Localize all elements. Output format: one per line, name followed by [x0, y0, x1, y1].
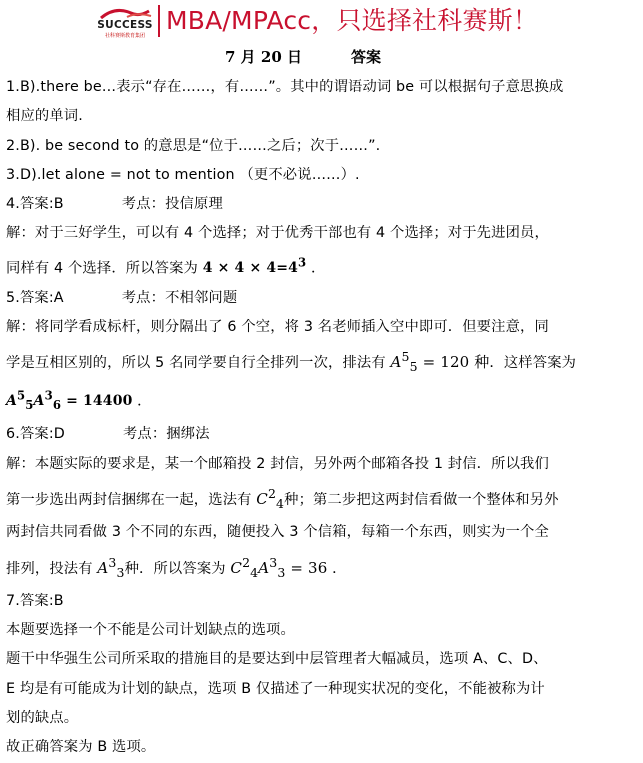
math-eq: = 36	[285, 558, 328, 577]
math-expression	[390, 349, 490, 375]
math-symbol: A	[33, 393, 45, 410]
math-sub: 4	[250, 564, 259, 580]
math-sup: 3	[269, 554, 278, 570]
text-line: 故正确答案为 B 选项。	[6, 739, 156, 756]
page-header	[0, 0, 643, 42]
text-line: E 均是有可能成为计划的缺点，选项 B 仅描述了一种现实状况的变化，不能被称为计	[6, 680, 545, 697]
logo-wordmark: SUCCESS	[97, 19, 153, 31]
math-sup: 3	[298, 255, 307, 270]
math-sub: 5	[409, 359, 418, 375]
line-text: 种；第二步把这两封信看做一个整体和另外	[284, 491, 559, 508]
answer-line	[6, 420, 636, 449]
text-line	[6, 249, 636, 284]
text-line	[6, 548, 636, 587]
line-text: ．这样答案为	[489, 355, 577, 372]
answer-body	[6, 73, 636, 763]
success-logo	[97, 8, 153, 38]
line-text: ．	[306, 260, 326, 277]
logo-subtitle: 社科赛斯教育集团	[104, 33, 145, 39]
answer-topic: 考点：投信原理	[121, 196, 223, 213]
line-text: 第一步选出两封信捆绑在一起，选法有	[6, 491, 257, 508]
math-expression	[230, 554, 328, 580]
text-line: 解：将同学看成标杆，则分隔出了 6 个空，将 3 名老师插入空中即可．但要注意，同	[6, 319, 549, 336]
answer-line: 7.答案:B	[6, 592, 64, 609]
line-text: 排列，投法有	[6, 560, 98, 577]
text-line: 3.D).let alone = not to mention （更不必说……）.	[6, 166, 360, 183]
math-sup: 5	[401, 349, 410, 365]
answer-line	[6, 190, 636, 219]
math-sup: 2	[267, 485, 277, 501]
line-text: ．	[327, 560, 347, 577]
text-line: 解：本题实际的要求是，某一个邮箱投 2 封信，另外两个邮箱各投 1 封信．所以我们	[6, 455, 549, 472]
title-label: 答案	[351, 48, 382, 66]
answer-key: 6.答案:D	[6, 426, 65, 443]
math-symbol: A	[390, 353, 402, 372]
math-expression	[256, 485, 285, 511]
text-line: 两封信共同看做 3 个不同的东西，随便投入 3 个信箱，每箱一个东西，则实为一个全	[6, 524, 549, 541]
line-text: 学是互相区别的，所以 5 名同学要自行全排列一次，排法有	[6, 355, 391, 372]
math-sub: 3	[277, 564, 286, 580]
math-sub: 3	[116, 564, 125, 580]
math-expression	[202, 255, 307, 277]
text-line	[6, 382, 636, 421]
math-sub: 5	[25, 398, 34, 413]
math-eq: = 14400	[61, 393, 133, 410]
text-line: 划的缺点。	[6, 710, 79, 727]
math-expression	[97, 554, 125, 580]
text-line: 相应的单词.	[6, 108, 83, 125]
answer-key: 4.答案:B	[6, 196, 64, 213]
header-divider	[158, 5, 160, 37]
text-line: 2.B). be second to 的意思是“位于……之后；次于……”.	[6, 137, 381, 154]
title-date: 7 月 20 日	[225, 48, 302, 66]
math-symbol: A	[258, 558, 270, 577]
line-text: 种．所以答案为	[124, 560, 231, 577]
math-symbol: A	[97, 558, 109, 577]
line-text: ．	[132, 393, 152, 410]
answer-key: 5.答案:A	[6, 289, 64, 306]
answer-topic: 考点：不相邻问题	[121, 289, 238, 306]
answer-topic: 考点：捆绑法	[122, 426, 210, 443]
math-sup: 5	[17, 388, 26, 403]
page-title	[0, 45, 643, 69]
math-sub: 4	[276, 495, 285, 511]
text-line	[6, 479, 636, 518]
math-sup: 3	[44, 388, 53, 403]
math-sup: 2	[242, 554, 251, 570]
math-sup: 3	[108, 554, 117, 570]
math-symbol: C	[230, 558, 243, 577]
math-symbol: C	[256, 489, 268, 508]
math-expression	[6, 388, 133, 413]
text-line: 解：对于三好学生，可以有 4 个选择；对于优秀干部也有 4 个选择；对于先进团员，	[6, 225, 549, 242]
line-text: 同样有 4 个选择．所以答案为	[6, 260, 203, 277]
math-symbol: A	[6, 393, 18, 410]
answer-line	[6, 284, 636, 313]
math-eq: = 120 种	[417, 353, 490, 372]
text-line	[6, 342, 636, 381]
header-slogan: MBA/MPAcc，只选择社科赛斯！	[166, 6, 539, 35]
math-base: 4 × 4 × 4=4	[202, 260, 299, 277]
text-line: 本题要选择一个不能是公司计划缺点的选项。	[6, 622, 295, 639]
text-line: 题干中华强生公司所采取的措施目的是要达到中层管理者大幅减员，选项 A、C、D、	[6, 651, 548, 668]
text-line: 1.B).there be…表示“存在……，有……”。其中的谓语动词 be 可以根据句子意思换成	[6, 79, 564, 95]
math-sub: 6	[52, 398, 62, 413]
